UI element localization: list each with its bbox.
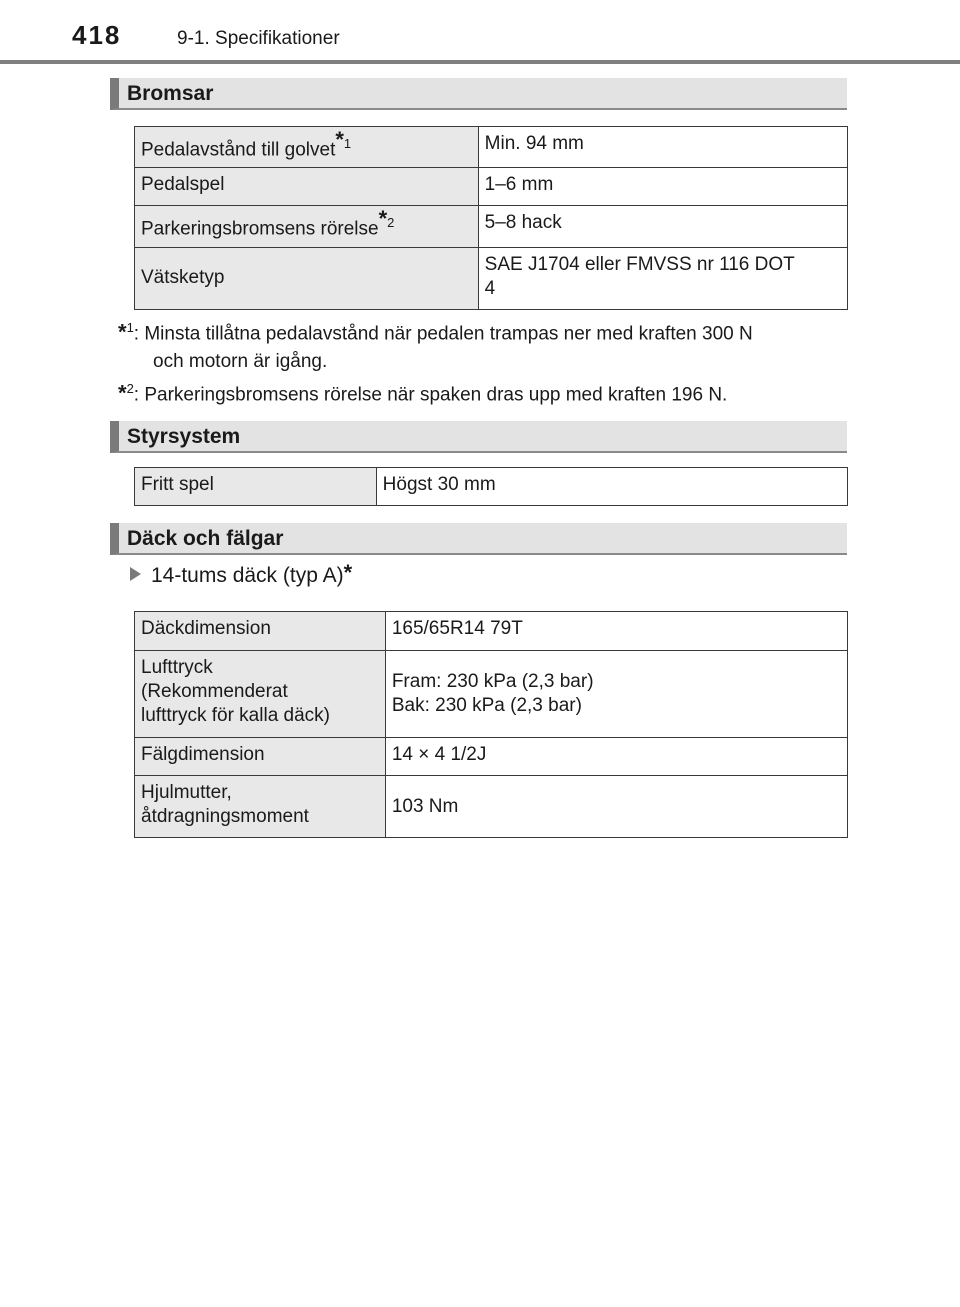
- table-row: [135, 468, 848, 506]
- footnote-mark: *: [335, 127, 344, 152]
- table-row: [135, 738, 848, 776]
- table-cell-value: SAE J1704 eller FMVSS nr 116 DOT 4: [478, 247, 847, 309]
- table-row: [135, 247, 848, 309]
- tires-table: [134, 611, 848, 838]
- section-title: 9-1. Specifikationer: [177, 28, 340, 49]
- table-cell-value: Högst 30 mm: [376, 468, 847, 506]
- header-rule: [0, 60, 960, 64]
- page-header: [0, 0, 960, 64]
- tires-subheading: 14-tums däck (typ A)*: [130, 564, 352, 590]
- table-cell-value: 165/65R14 79T: [385, 612, 847, 651]
- section-heading-text: Bromsar: [127, 82, 214, 105]
- table-cell-value: 14 × 4 1/2J: [385, 738, 847, 776]
- table-row: [135, 612, 848, 651]
- table-cell-label: Hjulmutter, åtdragningsmoment: [135, 776, 386, 838]
- page-number: 418: [72, 20, 122, 50]
- section-heading-text: Däck och fälgar: [127, 527, 284, 550]
- table-cell-label: Fälgdimension: [135, 738, 386, 776]
- table-cell-label: Parkeringsbromsens rörelse*$^2$: [135, 206, 479, 247]
- steering-table: [134, 467, 848, 506]
- section-heading-tires: [110, 523, 847, 555]
- table-cell-value: 5–8 hack: [478, 206, 847, 247]
- table-cell-label: Fritt spel: [135, 468, 377, 506]
- table-row: [135, 776, 848, 838]
- table-cell-label: Däckdimension: [135, 612, 386, 651]
- triangle-bullet-icon: [130, 567, 141, 581]
- footnote-2: *$^2$: Parkeringsbromsens rörelse när spaken dras upp med kraften 196 N.: [118, 380, 728, 406]
- table-cell-value: Fram: 230 kPa (2,3 bar) Bak: 230 kPa (2,3 bar): [385, 651, 847, 738]
- section-heading-steering: [110, 421, 847, 453]
- table-cell-value: Min. 94 mm: [478, 127, 847, 168]
- table-row: [135, 651, 848, 738]
- table-cell-label: Lufttryck (Rekommenderat lufttryck för kalla däck): [135, 651, 386, 738]
- section-heading-text: Styrsystem: [127, 425, 241, 448]
- table-cell-label: Pedalspel: [135, 168, 479, 206]
- table-cell-value: 103 Nm: [385, 776, 847, 838]
- table-cell-label: Pedalavstånd till golvet*$^1$: [135, 127, 479, 168]
- section-heading-brakes: [110, 78, 847, 110]
- footnote-mark: *: [378, 206, 388, 232]
- table-cell-label: Vätsketyp: [135, 247, 479, 309]
- brakes-table: [134, 126, 848, 310]
- table-cell-value: 1–6 mm: [478, 168, 847, 206]
- table-row: [135, 127, 848, 168]
- table-row: [135, 168, 848, 206]
- table-row: [135, 206, 848, 247]
- footnote-1: *$^1$: Minsta tillåtna pedalavstånd när pedalen trampas ner med kraften 300 N och motorn är igång.: [118, 319, 753, 373]
